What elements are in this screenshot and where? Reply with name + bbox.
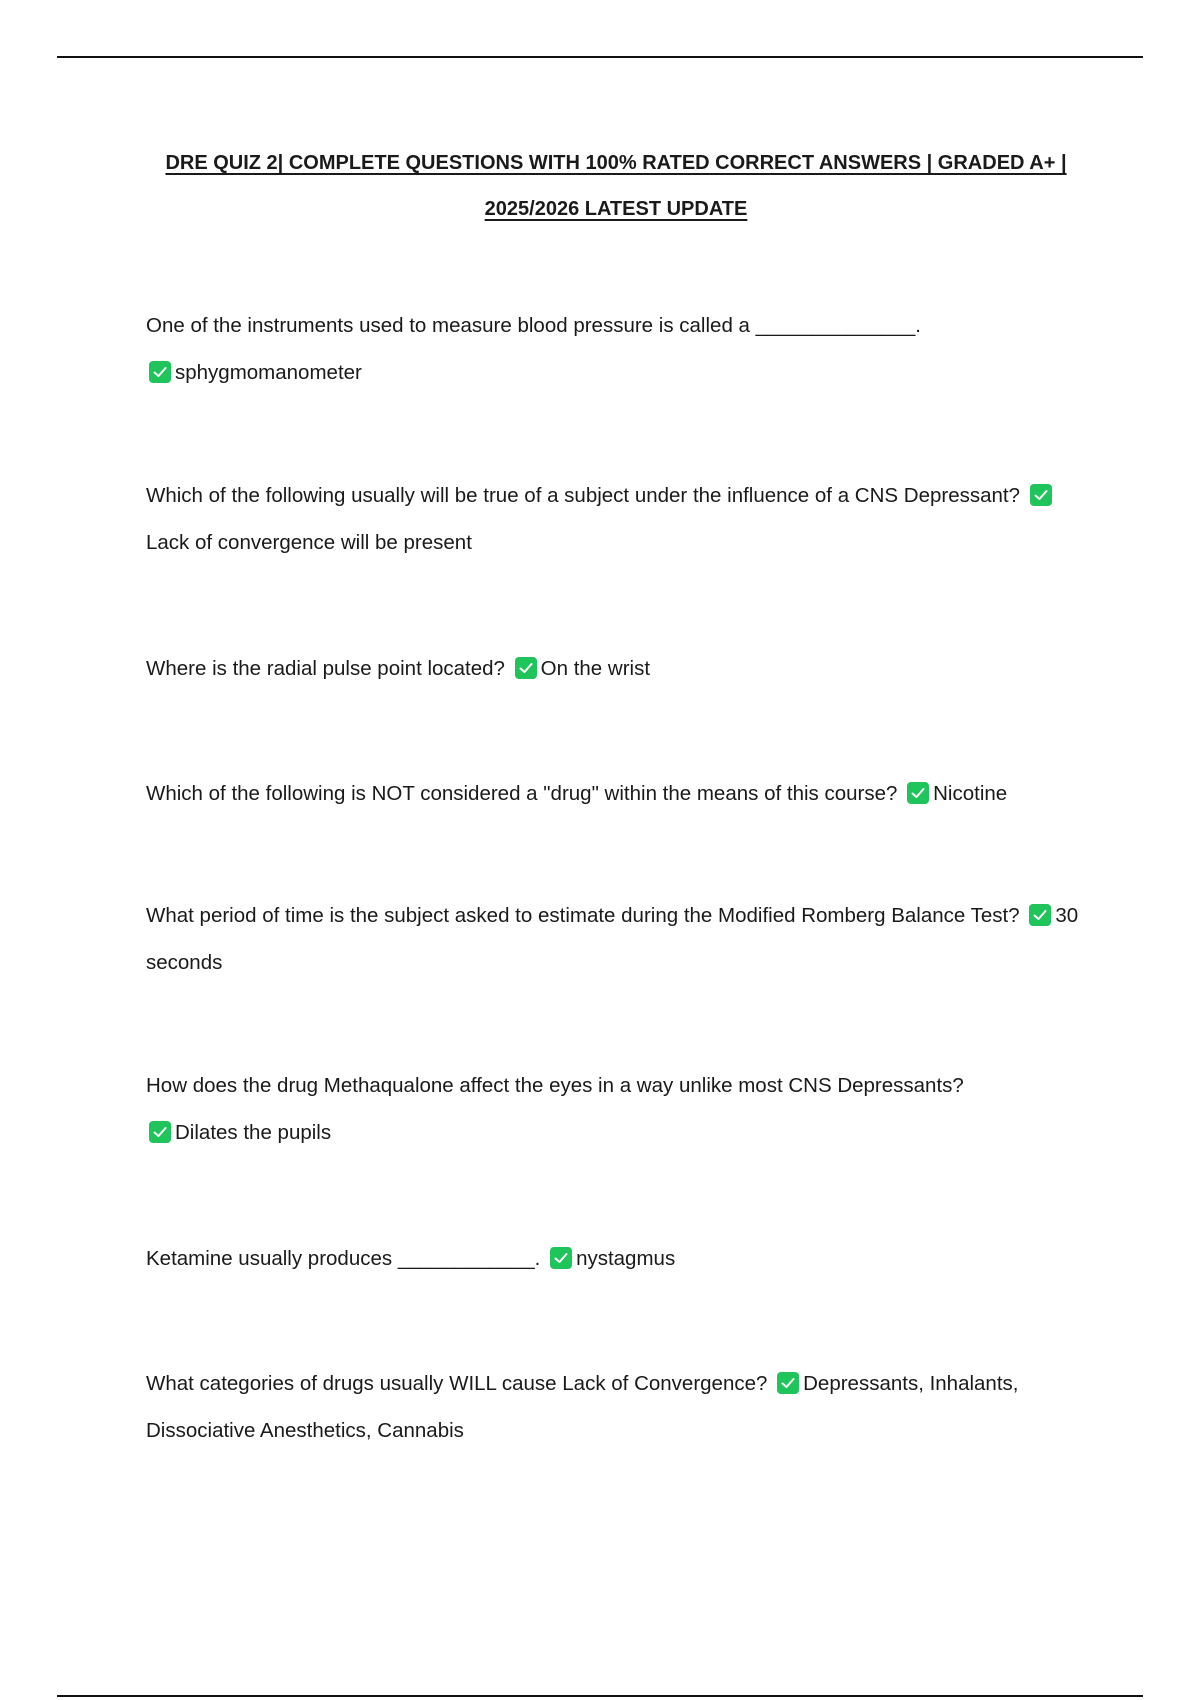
answer-text: Dilates the pupils — [175, 1121, 332, 1144]
check-mark-icon — [149, 1121, 171, 1143]
check-mark-icon — [1029, 904, 1051, 926]
check-mark-icon — [1030, 484, 1052, 506]
page-title — [120, 140, 1112, 232]
check-mark-icon — [907, 782, 929, 804]
check-mark-icon — [550, 1247, 572, 1269]
qa-item-8 — [146, 1360, 1096, 1454]
question-text: What categories of drugs usually WILL cause Lack of Convergence? — [146, 1372, 768, 1395]
answer-text: Nicotine — [933, 782, 1008, 805]
qa-item-5 — [146, 892, 1096, 986]
qa-item-4 — [146, 770, 1146, 817]
check-mark-icon — [777, 1372, 799, 1394]
qa-item-1 — [146, 302, 1096, 396]
answer-text: Lack of convergence will be present — [146, 531, 472, 554]
question-text: Which of the following usually will be true of a subject under the influence of a CNS Depressant? — [146, 484, 1021, 507]
answer-text: nystagmus — [576, 1247, 676, 1270]
qa-item-2 — [146, 472, 1096, 566]
check-mark-icon — [149, 361, 171, 383]
answer-line — [146, 1109, 1096, 1156]
bottom-rule — [57, 1695, 1143, 1697]
answer-line — [146, 349, 1096, 396]
answer-text: sphygmomanometer — [175, 361, 362, 384]
check-mark-icon — [515, 657, 537, 679]
qa-item-6 — [146, 1062, 1096, 1156]
answer-text: Depressants, Inhalants, Dissociative Anesthetics, Cannabis — [146, 1372, 1019, 1442]
question-text: How does the drug Methaqualone affect the eyes in a way unlike most CNS Depressants? — [146, 1074, 964, 1097]
answer-text: On the wrist — [540, 657, 651, 680]
title-line-2: 2025/2026 LATEST UPDATE — [484, 198, 748, 220]
question-text: One of the instruments used to measure blood pressure is called a ______________. — [146, 314, 921, 337]
question-text: Where is the radial pulse point located? — [146, 657, 505, 680]
answer-text: 30 seconds — [146, 904, 1079, 974]
top-rule — [57, 56, 1143, 58]
qa-item-7 — [146, 1235, 1096, 1282]
question-text: Ketamine usually produces ____________. — [146, 1247, 541, 1270]
title-line-1: DRE QUIZ 2| COMPLETE QUESTIONS WITH 100% RATED CORRECT ANSWERS | GRADED A+ | — [165, 152, 1067, 174]
question-text: Which of the following is NOT considered a "drug" within the means of this course? — [146, 782, 898, 805]
qa-item-3 — [146, 645, 1096, 692]
question-text: What period of time is the subject asked to estimate during the Modified Romberg Balance Test? — [146, 904, 1020, 927]
